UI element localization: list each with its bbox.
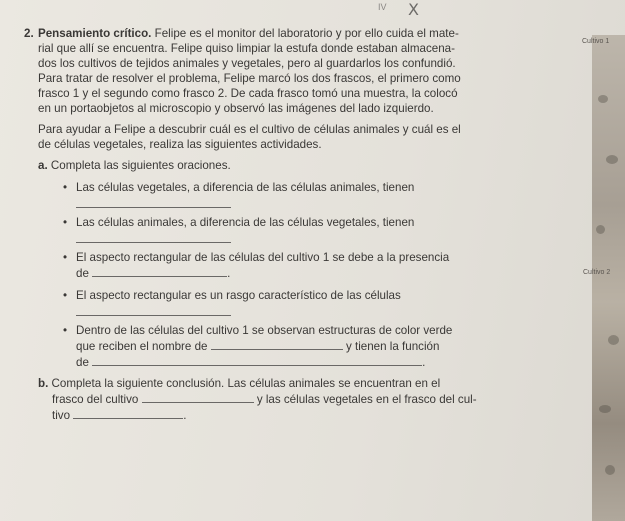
sentence-item-4	[24, 288, 584, 316]
answer-blank[interactable]	[76, 206, 231, 208]
exercise-content	[24, 26, 584, 423]
answer-blank[interactable]	[142, 391, 254, 403]
intro-line: en un portaobjetos al microscopio y observó las imágenes del lado izquierdo.	[38, 102, 434, 115]
intro-line: dos los cultivos de tejidos animales y vegetales, pero al guardarlos los confundió.	[38, 57, 456, 70]
answer-blank[interactable]	[92, 354, 422, 366]
part-b-letter: b.	[38, 377, 49, 390]
part-b: b. Completa la siguiente conclusión. Las células animales se encuentran en el frasco del cultivo y las células vegetales en el frasco del cul- tivo .	[38, 377, 477, 422]
part-b-text: tivo	[52, 409, 71, 422]
intro-line: Felipe es el monitor del laboratorio y por ello cuida el mate-	[154, 27, 459, 40]
sentence-item-5: • Dentro de las células del cultivo 1 se observan estructuras de color verde que reciben el nombre de y tienen la función de .	[24, 323, 584, 370]
exercise-title: Pensamiento crítico.	[38, 27, 152, 40]
sentence-item-3: • El aspecto rectangular de las células del cultivo 1 se debe a la presencia de .	[24, 250, 584, 281]
part-b-text: frasco del cultivo	[52, 393, 139, 406]
help-line: de células vegetales, realiza las siguientes actividades.	[38, 138, 322, 151]
culture-2-label: Cultivo 2	[583, 269, 611, 276]
sentence-text: de	[76, 267, 89, 280]
handwritten-scribble: IV	[378, 2, 387, 12]
sentence-text: Las células animales, a diferencia de las células vegetales, tienen	[76, 216, 415, 229]
answer-blank[interactable]	[76, 241, 231, 243]
sentence-text: que reciben el nombre de	[76, 340, 208, 353]
intro-line: frasco 1 y el segundo como frasco 2. De cada frasco tomó una muestra, la colocó	[38, 87, 458, 100]
culture-1-label: Cultivo 1	[582, 38, 610, 45]
part-a-letter: a.	[38, 159, 48, 172]
part-a-text: Completa las siguientes oraciones.	[50, 159, 231, 172]
sentence-text: Dentro de las células del cultivo 1 se observan estructuras de color verde	[76, 324, 453, 337]
part-b-text: y las células vegetales en el frasco del cul-	[256, 393, 477, 406]
answer-blank[interactable]	[76, 314, 231, 316]
part-b-text: Completa la siguiente conclusión. Las células animales se encuentran en el	[51, 377, 441, 390]
help-line: Para ayudar a Felipe a descubrir cuál es el cultivo de células animales y cuál es el	[38, 123, 461, 136]
culture-photo-strip	[592, 35, 625, 521]
help-paragraph	[24, 122, 584, 152]
sentence-item-1	[24, 180, 584, 208]
exercise-number: 2.	[24, 27, 34, 40]
intro-line: Para tratar de resolver el problema, Felipe marcó los dos frascos, el primero como	[38, 72, 461, 85]
sentence-text: El aspecto rectangular de las células del cultivo 1 se debe a la presencia	[76, 251, 450, 264]
sentence-item-2	[24, 215, 584, 243]
answer-blank[interactable]	[92, 265, 227, 277]
intro-line: rial que allí se encuentra. Felipe quiso limpiar la estufa donde estaban almacena-	[38, 42, 455, 55]
sentence-text: El aspecto rectangular es un rasgo característico de las células	[76, 289, 401, 302]
answer-blank[interactable]	[211, 338, 343, 350]
sentence-text: y tienen la función	[345, 340, 440, 353]
answer-blank[interactable]	[73, 407, 183, 419]
part-a-heading	[24, 158, 584, 173]
handwritten-x-mark: X	[408, 0, 419, 19]
intro-paragraph	[24, 26, 584, 116]
sentence-text: Las células vegetales, a diferencia de las células animales, tienen	[76, 181, 415, 194]
sentence-text: de	[76, 356, 89, 369]
